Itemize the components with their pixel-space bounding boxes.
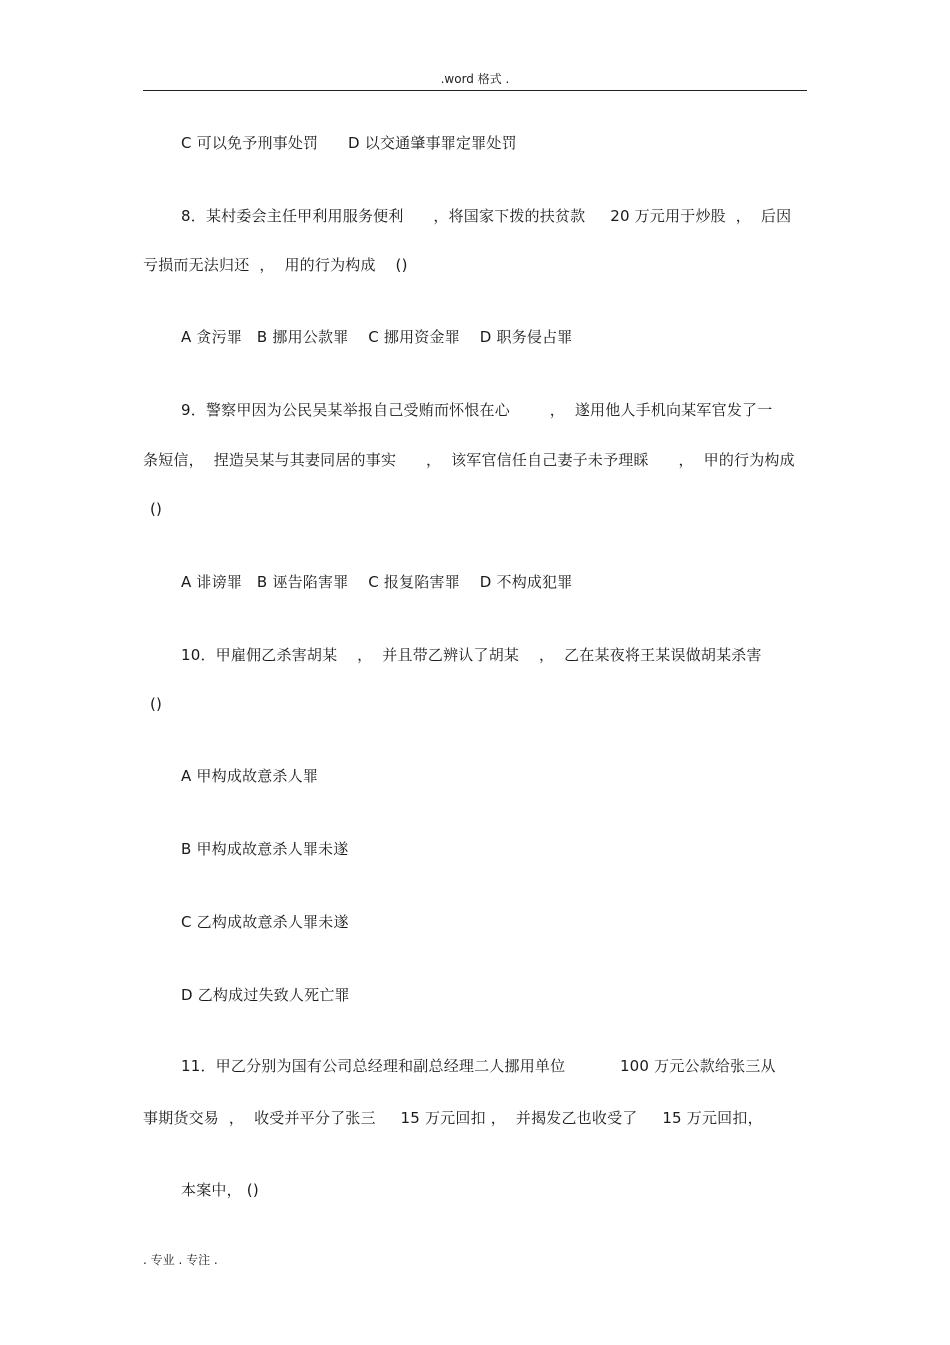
page-footer: . 专业 . 专注 . [143,1253,218,1267]
q10-stem: 10．甲雇佣乙杀害胡某 ， 并且带乙辨认了胡某 ， 乙在某夜将王某误做胡某杀害 [181,646,762,664]
q10-blank: () [150,695,163,713]
q8-stem-line2: 亏损而无法归还 ， 用的行为构成 () [143,256,408,274]
q10-option-a: A 甲构成故意杀人罪 [181,767,319,785]
q8-stem-line1: 8．某村委会主任甲利用服务便利 ，将国家下拨的扶贫款 20 万元用于炒股 ， 后因 [181,207,792,225]
q9-stem-line2: 条短信， 捏造吴某与其妻同居的事实 ， 该军官信任自己妻子未予理睬 ， 甲的行为构成 [143,451,795,469]
q9-stem-line1: 9．警察甲因为公民吴某举报自己受贿而怀恨在心 ， 遂用他人手机向某军官发了一 [181,401,773,419]
q9-blank: () [150,500,163,518]
q11-stem-line2: 事期货交易 ， 收受并平分了张三 15 万元回扣 ， 并揭发乙也收受了 15 万元回扣， [143,1109,763,1127]
header-divider [143,90,807,91]
page-header: .word 格式 . [440,72,510,86]
q10-option-d: D 乙构成过失致人死亡罪 [181,986,350,1004]
q10-option-c: C 乙构成故意杀人罪未遂 [181,913,349,931]
q9-options: A 诽谤罪 B 诬告陷害罪 C 报复陷害罪 D 不构成犯罪 [181,573,573,591]
q7-option-cd: C 可以免予刑事处罚 D 以交通肇事罪定罪处罚 [181,134,517,152]
q10-option-b: B 甲构成故意杀人罪未遂 [181,840,349,858]
q8-options: A 贪污罪 B 挪用公款罪 C 挪用资金罪 D 职务侵占罪 [181,328,573,346]
q11-stem-line1: 11．甲乙分别为国有公司总经理和副总经理二人挪用单位 100 万元公款给张三从 [181,1057,776,1075]
q11-stem-line3: 本案中， () [181,1181,259,1199]
